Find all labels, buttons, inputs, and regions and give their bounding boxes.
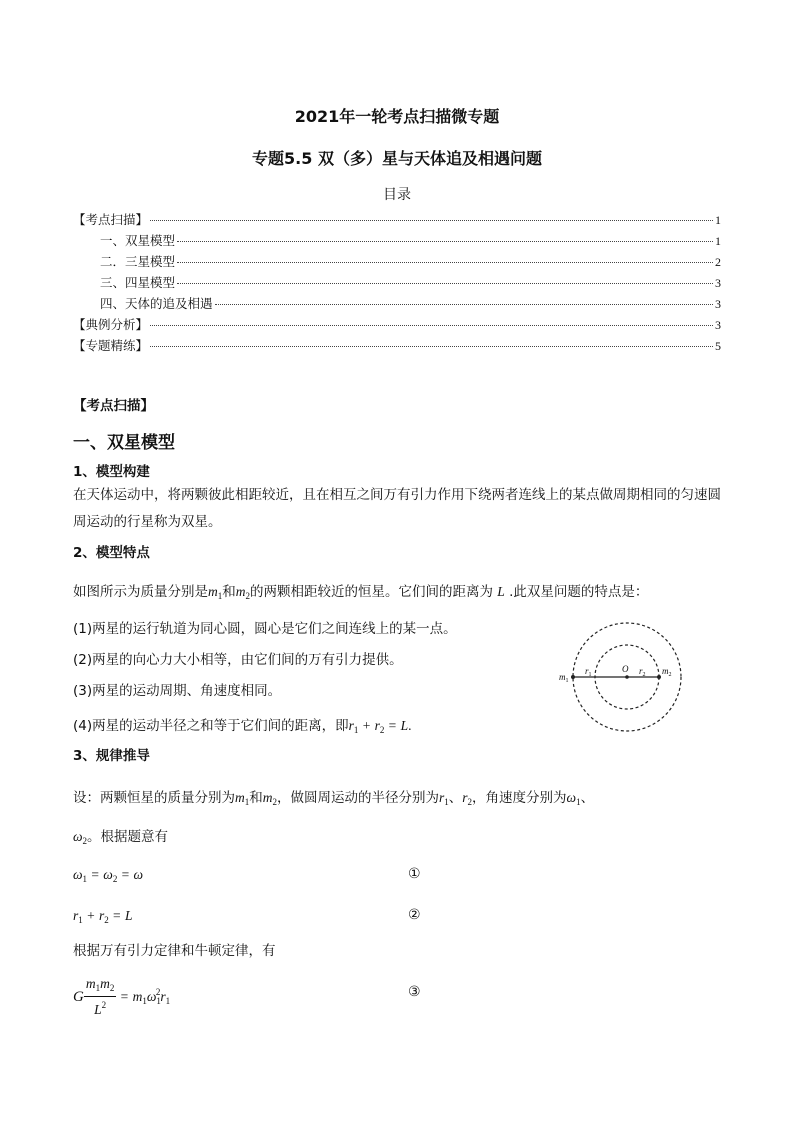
math-subscript: 1 <box>444 797 449 807</box>
math-symbol: ω <box>133 867 144 882</box>
math-operator: = <box>388 718 397 733</box>
math-superscript: 2 <box>101 1000 107 1010</box>
math-subscript: 1 <box>165 996 171 1006</box>
text-run: (4)两星的运动半径之和等于它们间的距离，即 <box>73 718 349 734</box>
math-subscript: 2 <box>104 915 109 925</box>
toc-item[interactable] <box>73 336 721 354</box>
toc-item-page: 1 <box>715 213 721 227</box>
math-symbol: r <box>374 718 380 733</box>
toc-item-label: 四、天体的追及相遇 <box>100 296 213 311</box>
center-point <box>625 675 629 679</box>
toc-leader-dots <box>177 241 713 242</box>
label-m2: $m_2$ <box>662 666 672 678</box>
math-symbol: r <box>348 718 354 733</box>
text-run: 的两颗相距较近的恒星。它们间的距离为 <box>250 584 493 600</box>
math-subscript: 1 <box>353 725 359 735</box>
text-run: ，角速度分别为 <box>472 790 567 806</box>
toc-leader-dots <box>215 304 713 305</box>
label-r2: $r_2$ <box>639 666 646 678</box>
math-symbol: r <box>462 790 468 805</box>
math-symbol: m <box>235 790 245 805</box>
paragraph: 在天体运动中，将两颗彼此相距较近，且在相互之间万有引力作用下绕两者连线上的某点做周期相同的匀速圆周运动的行星称为双星。 <box>73 487 721 530</box>
math-symbol: r <box>439 790 445 805</box>
math-symbol: m <box>100 976 110 991</box>
text-run: 如图所示为质量分别是 <box>73 584 208 600</box>
math-subscript: 2 <box>245 591 250 601</box>
toc-leader-dots <box>150 220 713 221</box>
math-operator: = <box>91 867 99 882</box>
toc-item[interactable] <box>100 252 721 270</box>
paragraph: 根据万有引力定律和牛顿定律，有 <box>73 943 276 959</box>
label-m1: $m_1$ <box>559 672 569 684</box>
toc-item-label: 一、双星模型 <box>100 233 176 248</box>
math-subscript: 2 <box>112 874 118 884</box>
math-symbol: G <box>73 989 84 1005</box>
math-operator: + <box>87 908 95 923</box>
math-symbol: m <box>132 989 143 1004</box>
math-subscript: 2 <box>82 836 88 846</box>
math-subscript: 1 <box>156 996 161 1006</box>
equation-number: ③ <box>408 984 421 1000</box>
subsection-title: 3、规律推导 <box>73 748 150 764</box>
text-run: 和 <box>249 790 263 806</box>
document-title: 2021年一轮考点扫描微专题 <box>294 107 500 126</box>
toc-item-page: 1 <box>715 234 721 248</box>
math-symbol: r <box>160 989 166 1004</box>
math-subscript: 1 <box>217 591 223 601</box>
star-m2 <box>657 675 661 679</box>
math-operator: = <box>113 908 121 923</box>
math-subscript: 2 <box>379 725 385 735</box>
math-symbol: r <box>73 908 79 923</box>
text-run: 设：两颗恒星的质量分别为 <box>73 790 235 806</box>
subsection-title: 1、模型构建 <box>73 464 150 480</box>
toc-item[interactable] <box>73 315 721 333</box>
math-symbol: m <box>208 584 218 599</box>
math-symbol: ω <box>566 790 577 805</box>
toc-item-page: 3 <box>715 318 721 332</box>
text-run: 。根据题意有 <box>87 829 169 845</box>
math-subscript: 2 <box>467 797 473 807</box>
paragraph <box>73 825 168 846</box>
section-tag: 【考点扫描】 <box>73 398 154 414</box>
toc-item-page: 5 <box>715 339 721 353</box>
math-subscript: 1 <box>95 983 101 993</box>
math-subscript: 1 <box>244 797 250 807</box>
math-symbol: ω <box>146 989 157 1004</box>
math-symbol: m <box>262 790 273 805</box>
math-symbol: L <box>497 584 505 599</box>
toc-item-page: 3 <box>715 297 721 311</box>
text-run: 和 <box>222 584 236 600</box>
label-O: O <box>622 664 629 674</box>
math-subscript: 1 <box>142 996 147 1006</box>
math-subscript: 2 <box>272 797 277 807</box>
toc-title: 目录 <box>383 187 411 203</box>
feature-item: (1)两星的运行轨道为同心圆，圆心是它们之间连线上的某一点。 <box>73 621 457 637</box>
math-operator: + <box>362 718 371 733</box>
text-run: 、 <box>448 790 463 806</box>
toc-item-page: 2 <box>715 255 721 269</box>
binary-star-diagram <box>555 622 695 736</box>
math-fraction <box>84 976 117 1018</box>
math-operator: = <box>120 989 129 1004</box>
math-subscript: 1 <box>576 797 581 807</box>
math-superscript: 2 <box>155 987 161 997</box>
paragraph <box>73 786 594 807</box>
star-m1 <box>571 675 575 679</box>
toc-leader-dots <box>150 325 713 326</box>
text-run: ，做圆周运动的半径分别为 <box>277 790 439 806</box>
text-run: 、 <box>580 790 595 806</box>
paragraph <box>73 580 648 601</box>
feature-item: (3)两星的运动周期、角速度相同。 <box>73 683 282 699</box>
math-symbol: L <box>400 718 409 733</box>
feature-item <box>73 714 411 735</box>
toc-item-label: 【典例分析】 <box>73 317 149 332</box>
math-operator: . <box>408 718 412 733</box>
toc-item[interactable] <box>73 210 721 228</box>
toc-item-label: 【专题精练】 <box>73 338 149 353</box>
equation-3 <box>73 976 170 1018</box>
toc-item-label: 【考点扫描】 <box>73 212 149 227</box>
toc-item-page: 3 <box>715 276 721 290</box>
math-symbol: L <box>124 908 133 923</box>
math-symbol: m <box>85 976 96 991</box>
label-r1: $r_1$ <box>585 666 592 678</box>
feature-item: (2)两星的向心力大小相等，由它们间的万有引力提供。 <box>73 652 403 668</box>
toc-item[interactable] <box>100 294 721 312</box>
toc-leader-dots <box>177 283 713 284</box>
toc-leader-dots <box>150 346 713 347</box>
equation-number: ② <box>408 907 421 923</box>
fraction-numerator <box>84 976 117 997</box>
math-symbol: ω <box>103 867 113 882</box>
document-subtitle: 专题5.5 双（多）星与天体追及相遇问题 <box>252 149 542 168</box>
subsection-title: 2、模型特点 <box>73 545 150 561</box>
math-operator: = <box>121 867 130 882</box>
toc-item[interactable] <box>100 273 721 291</box>
equation-1 <box>73 867 143 884</box>
math-symbol: m <box>235 584 246 599</box>
toc-item[interactable] <box>100 231 721 249</box>
toc-item-label: 三、四星模型 <box>100 275 176 290</box>
math-subscript: 1 <box>82 874 88 884</box>
toc-item-label: 二．三星模型 <box>100 254 176 269</box>
equation-number: ① <box>408 866 421 882</box>
math-symbol: L <box>94 1002 102 1017</box>
toc-leader-dots <box>177 262 713 263</box>
text-run: .此双星问题的特点是： <box>509 584 649 600</box>
fraction-denominator <box>84 997 117 1018</box>
equation-2 <box>73 908 132 925</box>
math-symbol: r <box>98 908 105 923</box>
math-subscript: 2 <box>109 983 115 993</box>
math-symbol: ω <box>73 867 83 882</box>
section-heading: 一、双星模型 <box>73 433 175 453</box>
math-subscript: 1 <box>78 915 83 925</box>
math-symbol: ω <box>73 829 83 844</box>
